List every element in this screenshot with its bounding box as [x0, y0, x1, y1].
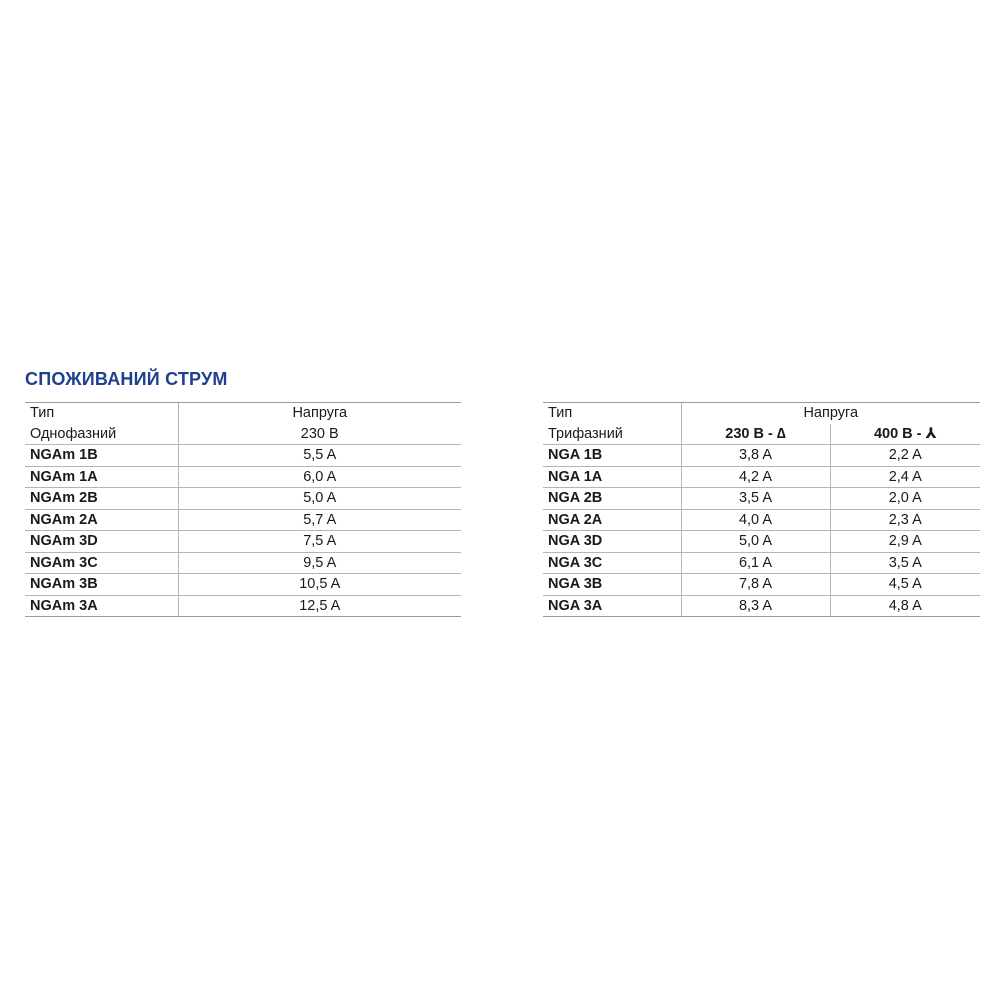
model-name: NGAm 2A — [25, 509, 178, 531]
table-row — [543, 466, 980, 488]
current-delta-value: 8,3 A — [681, 595, 830, 617]
current-delta-value: 7,8 A — [681, 574, 830, 596]
model-name: NGA 2B — [543, 488, 681, 510]
current-star-value: 2,4 A — [830, 466, 980, 488]
model-name: NGA 3D — [543, 531, 681, 553]
model-name: NGA 3B — [543, 574, 681, 596]
table-row — [543, 531, 980, 553]
col-voltage-label: Напруга — [178, 403, 461, 424]
three-phase-table — [543, 402, 980, 617]
model-name: NGAm 3C — [25, 552, 178, 574]
phase-row — [543, 424, 980, 445]
voltage-delta-header: 230 В - ∆ — [681, 424, 830, 445]
model-name: NGAm 3B — [25, 574, 178, 596]
table-row — [543, 595, 980, 617]
current-value: 10,5 A — [178, 574, 461, 596]
table-row — [543, 552, 980, 574]
table-row — [25, 509, 461, 531]
model-name: NGA 2A — [543, 509, 681, 531]
current-star-value: 2,0 A — [830, 488, 980, 510]
current-delta-value: 3,8 A — [681, 445, 830, 467]
model-name: NGAm 3D — [25, 531, 178, 553]
current-star-value: 3,5 A — [830, 552, 980, 574]
phase-row — [25, 424, 461, 445]
current-delta-value: 6,1 A — [681, 552, 830, 574]
model-name: NGAm 3A — [25, 595, 178, 617]
current-delta-value: 4,2 A — [681, 466, 830, 488]
current-value: 5,5 A — [178, 445, 461, 467]
model-name: NGA 1B — [543, 445, 681, 467]
table-row — [25, 531, 461, 553]
phase-label: Однофазний — [25, 424, 178, 445]
section-title: СПОЖИВАНИЙ СТРУМ — [25, 369, 228, 389]
current-star-value: 2,3 A — [830, 509, 980, 531]
col-type-label: Тип — [25, 403, 178, 424]
header-row — [25, 403, 461, 424]
single-phase-table — [25, 402, 461, 617]
current-star-value: 2,2 A — [830, 445, 980, 467]
current-star-value: 4,5 A — [830, 574, 980, 596]
current-value: 6,0 A — [178, 466, 461, 488]
current-value: 9,5 A — [178, 552, 461, 574]
table-row — [25, 488, 461, 510]
current-value: 12,5 A — [178, 595, 461, 617]
model-name: NGA 3A — [543, 595, 681, 617]
current-delta-value: 5,0 A — [681, 531, 830, 553]
current-star-value: 4,8 A — [830, 595, 980, 617]
table-row — [543, 488, 980, 510]
table-row — [25, 574, 461, 596]
table-row — [25, 466, 461, 488]
table-row — [25, 445, 461, 467]
voltage-star-header: 400 В - ⅄ — [830, 424, 980, 445]
model-name: NGAm 1B — [25, 445, 178, 467]
model-name: NGA 3C — [543, 552, 681, 574]
table-row — [543, 509, 980, 531]
table-row — [25, 595, 461, 617]
model-name: NGAm 1A — [25, 466, 178, 488]
current-delta-value: 4,0 A — [681, 509, 830, 531]
current-star-value: 2,9 A — [830, 531, 980, 553]
header-row — [543, 403, 980, 424]
table-row — [25, 552, 461, 574]
table-row — [543, 445, 980, 467]
col-type-label: Тип — [543, 403, 681, 424]
current-value: 5,0 A — [178, 488, 461, 510]
current-value: 7,5 A — [178, 531, 461, 553]
model-name: NGA 1A — [543, 466, 681, 488]
current-delta-value: 3,5 A — [681, 488, 830, 510]
col-voltage-label: Напруга — [681, 403, 980, 424]
current-value: 5,7 A — [178, 509, 461, 531]
table-row — [543, 574, 980, 596]
voltage-value: 230 В — [178, 424, 461, 445]
model-name: NGAm 2B — [25, 488, 178, 510]
phase-label: Трифазний — [543, 424, 681, 445]
